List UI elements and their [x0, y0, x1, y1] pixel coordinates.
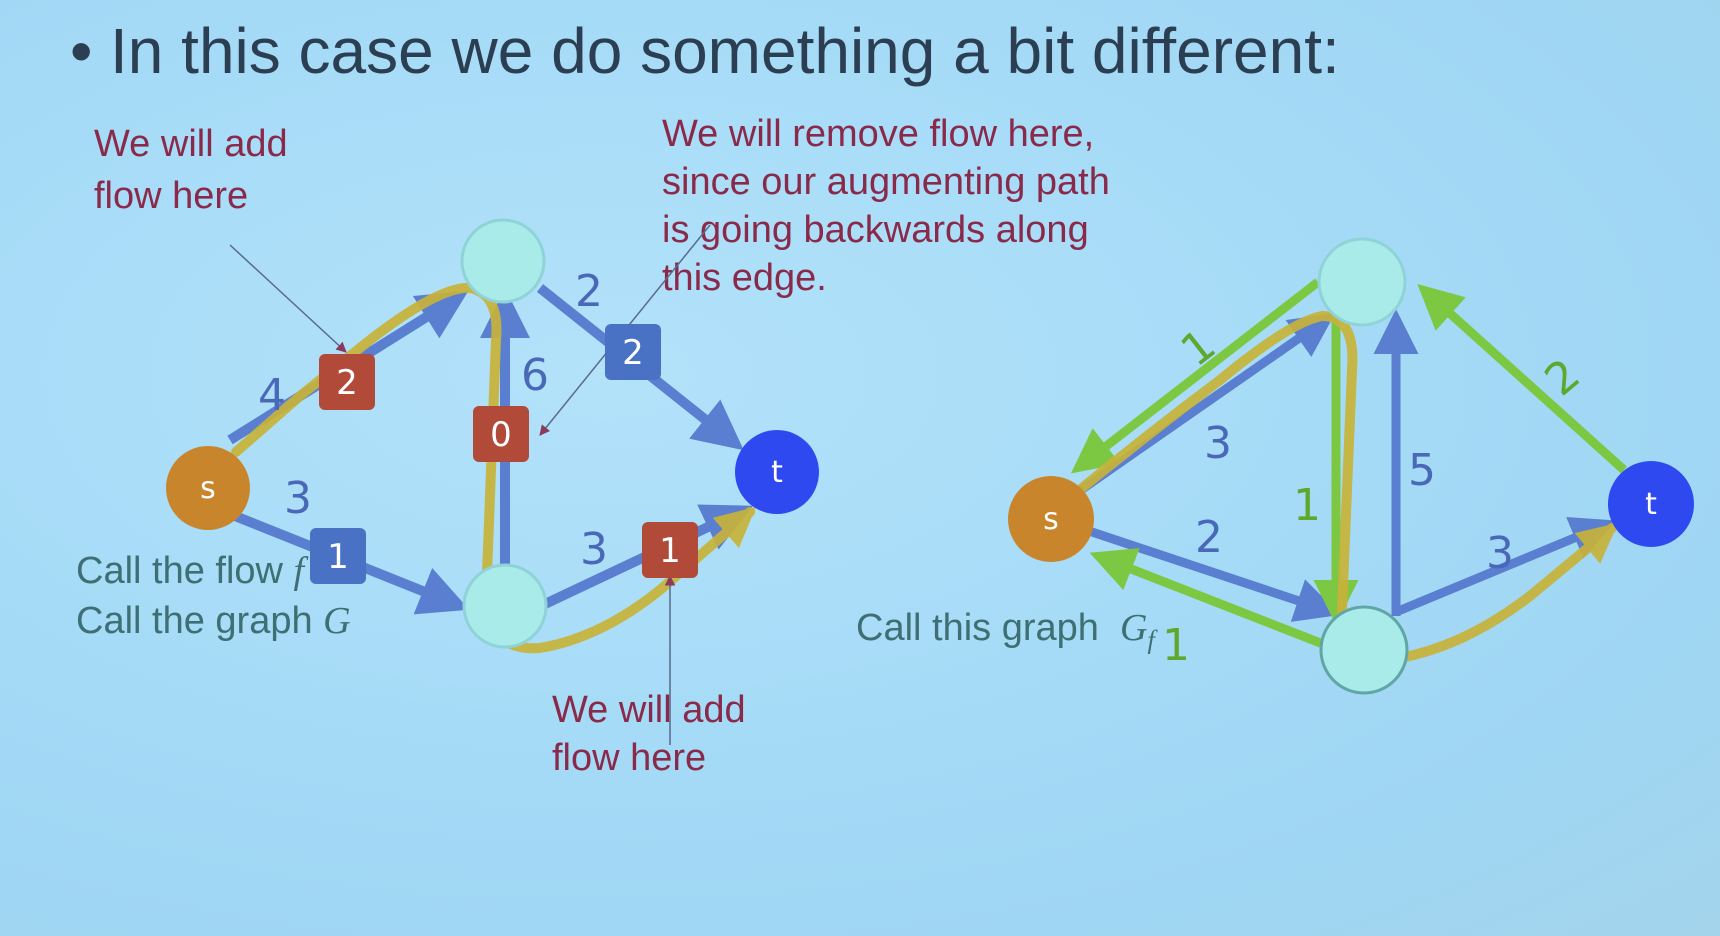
- flow-bottom-t: 1: [659, 531, 681, 571]
- node-t-g-label: t: [771, 455, 783, 490]
- gf-label-bottom-s-back: 1: [1162, 620, 1190, 671]
- annotation-line: We will add: [94, 123, 288, 165]
- caption-flow-f: Call the flow f: [76, 550, 305, 592]
- annotation-line: We will add: [552, 689, 746, 731]
- annotation-line: since our augmenting path: [662, 161, 1110, 203]
- gf-label-t-top-back: 2: [1535, 349, 1590, 407]
- annotation-line: flow here: [552, 737, 707, 779]
- gf-node-top: [1319, 239, 1405, 325]
- gf-label-bottom-t-fwd: 3: [1486, 528, 1514, 579]
- gf-node-s-label: s: [1043, 502, 1059, 537]
- gf-label-s-top-fwd: 3: [1204, 418, 1232, 469]
- capacity-bottom-top: 6: [521, 350, 549, 401]
- gf-label-bottom-top: 5: [1408, 445, 1436, 496]
- gf-label-top-s-back: 1: [1171, 319, 1226, 377]
- gf-edge-top-s-back: [1078, 282, 1318, 468]
- annotation-line: We will remove flow here,: [662, 113, 1095, 155]
- caption-graph-g-line: Call the graph G: [76, 600, 351, 642]
- graph-gf: [1008, 239, 1694, 693]
- gf-label-top-bottom: 1: [1293, 480, 1321, 531]
- gf-label-s-bottom-fwd: 2: [1195, 512, 1223, 563]
- capacity-s-top: 4: [258, 370, 286, 421]
- annotation-line: is going backwards along: [662, 209, 1089, 251]
- annotation-line: flow here: [94, 175, 249, 217]
- flow-s-bottom: 1: [327, 537, 349, 577]
- annotation-line: this edge.: [662, 257, 827, 299]
- node-s-g-label: s: [200, 471, 216, 506]
- title-text: In this case we do something a bit different:: [110, 15, 1340, 87]
- capacity-s-bottom: 3: [284, 473, 312, 524]
- flow-bottom-top: 0: [490, 415, 512, 455]
- flow-top-t: 2: [622, 333, 644, 373]
- gf-node-t-label: t: [1645, 487, 1657, 522]
- node-bottom-g: [464, 565, 546, 647]
- flow-s-top: 2: [336, 363, 358, 403]
- bullet-icon: •: [70, 15, 93, 87]
- node-top-g: [462, 220, 544, 302]
- caption-gf-line: Call this graph $G_f$: [856, 607, 1155, 655]
- capacity-top-t: 2: [575, 266, 603, 317]
- gf-edge-t-top-back: [1424, 290, 1624, 470]
- pointer-line-add-left: [230, 245, 346, 352]
- gf-node-bottom: [1321, 607, 1407, 693]
- graph-g: [166, 220, 819, 745]
- capacity-bottom-t: 3: [580, 524, 608, 575]
